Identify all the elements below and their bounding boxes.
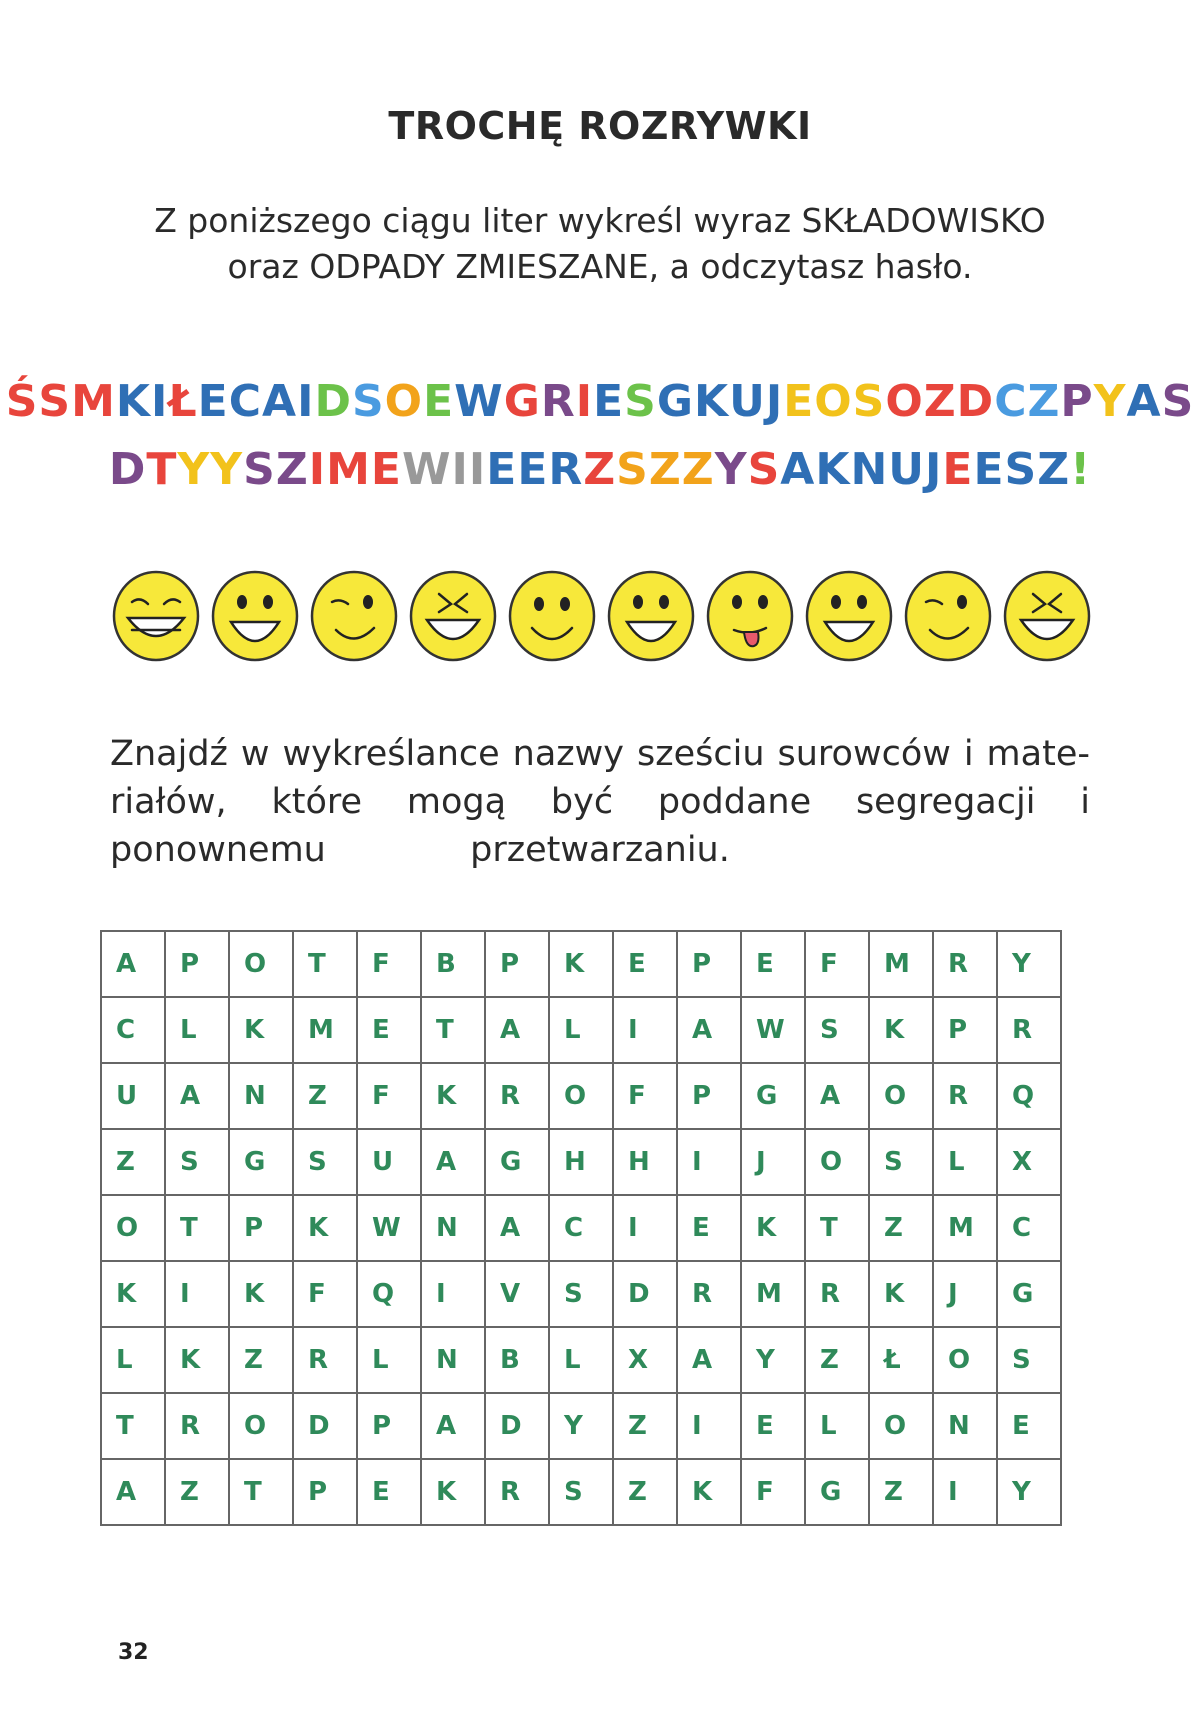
grid-row	[101, 1327, 1061, 1393]
laugh-x-smiley-icon	[407, 568, 499, 664]
grid-cell[interactable]: R	[485, 1063, 549, 1129]
grid-cell[interactable]: T	[421, 997, 485, 1063]
grid-cell[interactable]: I	[165, 1261, 229, 1327]
grid-cell[interactable]: T	[805, 1195, 869, 1261]
sequence-letter: S	[1161, 376, 1195, 427]
sequence-letter: S	[38, 376, 72, 427]
grid-cell[interactable]: M	[293, 997, 357, 1063]
sequence-letter: S	[747, 444, 781, 495]
sequence-letter: Ł	[168, 376, 198, 427]
grid-cell[interactable]: I	[613, 997, 677, 1063]
sequence-letter: Y	[714, 444, 748, 495]
letter-sequence-row-2	[0, 444, 1200, 495]
grid-cell[interactable]: O	[869, 1393, 933, 1459]
sequence-letter: Y	[1093, 376, 1127, 427]
grid-cell[interactable]: Q	[357, 1261, 421, 1327]
grid-cell[interactable]: Y	[549, 1393, 613, 1459]
intro-line-1: Z poniższego ciągu liter wykreśl wyraz SKŁADOWISKO	[154, 201, 1046, 240]
sequence-letter: I	[451, 444, 469, 495]
page-title: TROCHĘ ROZRYWKI	[388, 104, 812, 148]
grid-cell[interactable]: L	[165, 997, 229, 1063]
grid-cell[interactable]: K	[741, 1195, 805, 1261]
grid-cell[interactable]: G	[229, 1129, 293, 1195]
wink-smiley-icon	[308, 568, 400, 664]
grid-cell[interactable]: O	[101, 1195, 165, 1261]
grid-cell[interactable]: T	[165, 1195, 229, 1261]
grid-cell[interactable]: P	[357, 1393, 421, 1459]
sequence-letter: C	[994, 376, 1028, 427]
grid-cell[interactable]: X	[613, 1327, 677, 1393]
grid-cell[interactable]: C	[997, 1195, 1061, 1261]
grid-cell[interactable]: A	[485, 1195, 549, 1261]
grid-cell[interactable]: T	[293, 931, 357, 997]
grid-cell[interactable]: P	[677, 1063, 741, 1129]
grid-cell[interactable]: D	[293, 1393, 357, 1459]
grid-cell[interactable]: R	[293, 1327, 357, 1393]
grid-cell[interactable]: C	[101, 997, 165, 1063]
grid-cell[interactable]: O	[805, 1129, 869, 1195]
grid-cell[interactable]: R	[933, 1063, 997, 1129]
grid-cell[interactable]: V	[485, 1261, 549, 1327]
grid-cell[interactable]: L	[357, 1327, 421, 1393]
grid-cell[interactable]: S	[869, 1129, 933, 1195]
grid-cell[interactable]: N	[421, 1327, 485, 1393]
grid-cell[interactable]: K	[421, 1063, 485, 1129]
sequence-letter: I	[468, 444, 487, 495]
sequence-letter: E	[486, 444, 518, 495]
grid-cell[interactable]: O	[869, 1063, 933, 1129]
grid-cell[interactable]: E	[997, 1393, 1061, 1459]
grid-cell[interactable]: D	[485, 1393, 549, 1459]
smile-smiley-icon	[506, 568, 598, 664]
grid-cell[interactable]: M	[933, 1195, 997, 1261]
grid-cell[interactable]: Z	[165, 1459, 229, 1525]
grid-cell[interactable]: Ł	[869, 1327, 933, 1393]
grid-cell[interactable]: A	[421, 1129, 485, 1195]
grid-cell[interactable]: C	[549, 1195, 613, 1261]
grid-cell[interactable]: M	[741, 1261, 805, 1327]
grid-cell[interactable]: K	[677, 1459, 741, 1525]
sequence-letter: Z	[583, 444, 617, 495]
grid-cell[interactable]: A	[677, 997, 741, 1063]
task-line-1: Znajdź w wykreślance nazwy sześciu surowców i mate-	[110, 734, 1090, 774]
grid-cell[interactable]: A	[165, 1063, 229, 1129]
sequence-letter: P	[1060, 376, 1094, 427]
sequence-letter: S	[616, 444, 649, 495]
grid-cell[interactable]: I	[421, 1261, 485, 1327]
grid-cell[interactable]: Z	[805, 1327, 869, 1393]
grid-cell[interactable]: E	[677, 1195, 741, 1261]
grid-cell[interactable]: S	[549, 1261, 613, 1327]
grid-cell[interactable]: W	[741, 997, 805, 1063]
grid-cell[interactable]: L	[101, 1327, 165, 1393]
grid-cell[interactable]: J	[933, 1261, 997, 1327]
grid-cell[interactable]: A	[485, 997, 549, 1063]
sequence-letter: C	[228, 376, 262, 427]
grid-cell[interactable]: X	[997, 1129, 1061, 1195]
page-number: 32	[118, 1640, 149, 1665]
sequence-letter: E	[593, 376, 625, 427]
sequence-letter: G	[656, 376, 694, 427]
sequence-letter: A	[1126, 376, 1162, 427]
sequence-letter: A	[262, 376, 298, 427]
sequence-letter: Z	[648, 444, 682, 495]
intro-line-2: oraz ODPADY ZMIESZANE, a odczytasz hasło.	[227, 247, 973, 286]
sequence-letter: N	[850, 444, 889, 495]
sequence-letter: A	[780, 444, 816, 495]
grid-cell[interactable]: I	[677, 1129, 741, 1195]
grid-cell[interactable]: P	[677, 931, 741, 997]
grid-cell[interactable]: S	[997, 1327, 1061, 1393]
grid-row	[101, 931, 1061, 997]
grid-cell[interactable]: E	[357, 997, 421, 1063]
grid-cell[interactable]: Y	[997, 1459, 1061, 1525]
sequence-letter: I	[308, 444, 327, 495]
big-smile-smiley-icon	[209, 568, 301, 664]
grid-cell[interactable]: L	[933, 1129, 997, 1195]
sequence-letter: Z	[1037, 444, 1071, 495]
grid-cell[interactable]: U	[357, 1129, 421, 1195]
grid-cell[interactable]: Z	[101, 1129, 165, 1195]
sequence-letter: J	[925, 444, 943, 495]
sequence-letter: R	[540, 376, 576, 427]
sequence-letter: U	[888, 444, 925, 495]
big-smile-smiley-icon	[803, 568, 895, 664]
sequence-letter: S	[624, 376, 657, 427]
sequence-letter: E	[197, 376, 229, 427]
grid-cell[interactable]: T	[101, 1393, 165, 1459]
grid-cell[interactable]: H	[549, 1129, 613, 1195]
sequence-letter: O	[384, 376, 424, 427]
grid-cell[interactable]: A	[101, 1459, 165, 1525]
grid-cell[interactable]: R	[677, 1261, 741, 1327]
grid-cell[interactable]: G	[485, 1129, 549, 1195]
grid-cell[interactable]: Z	[869, 1459, 933, 1525]
grid-cell[interactable]: A	[421, 1393, 485, 1459]
sequence-letter: S	[243, 444, 276, 495]
grid-cell[interactable]: O	[549, 1063, 613, 1129]
grid-cell[interactable]: F	[293, 1261, 357, 1327]
grid-cell[interactable]: Y	[997, 931, 1061, 997]
grid-cell[interactable]: N	[229, 1063, 293, 1129]
grid-cell[interactable]: P	[933, 997, 997, 1063]
sequence-letter: K	[693, 376, 730, 427]
grid-cell[interactable]: R	[805, 1261, 869, 1327]
grid-cell[interactable]: Z	[229, 1327, 293, 1393]
grid-cell[interactable]: Q	[997, 1063, 1061, 1129]
sequence-letter: E	[423, 376, 455, 427]
sequence-letter: Y	[210, 444, 244, 495]
sequence-letter: E	[942, 444, 974, 495]
grid-cell[interactable]: G	[741, 1063, 805, 1129]
task-line-3: przetwarzaniu.	[470, 830, 730, 870]
grid-cell[interactable]: F	[357, 1063, 421, 1129]
sequence-letter: U	[729, 376, 766, 427]
grid-cell[interactable]: O	[229, 931, 293, 997]
sequence-letter: !	[1070, 444, 1092, 495]
grid-cell[interactable]: E	[741, 931, 805, 997]
sequence-letter: E	[973, 444, 1005, 495]
sequence-letter: I	[297, 376, 315, 427]
sequence-letter: E	[370, 444, 402, 495]
tongue-smiley-icon	[704, 568, 796, 664]
grid-cell[interactable]: E	[741, 1393, 805, 1459]
sequence-letter: I	[151, 376, 169, 427]
smiley-row	[110, 568, 1100, 668]
sequence-letter: Y	[177, 444, 211, 495]
grid-cell[interactable]: O	[933, 1327, 997, 1393]
grid-cell[interactable]: K	[229, 1261, 293, 1327]
sequence-letter: I	[575, 376, 594, 427]
grid-cell[interactable]: O	[229, 1393, 293, 1459]
grid-row	[101, 1129, 1061, 1195]
sequence-letter: Ś	[5, 376, 39, 427]
grid-cell[interactable]: F	[741, 1459, 805, 1525]
sequence-letter: W	[401, 444, 452, 495]
grid-cell[interactable]: K	[293, 1195, 357, 1261]
sequence-letter: M	[71, 376, 116, 427]
grid-cell[interactable]: P	[229, 1195, 293, 1261]
sequence-letter: D	[314, 376, 352, 427]
grid-row	[101, 1063, 1061, 1129]
grid-row	[101, 1261, 1061, 1327]
grid-row	[101, 1459, 1061, 1525]
big-smile-smiley-icon	[605, 568, 697, 664]
task-line-2: riałów, które mogą być poddane segregacji i ponownemu	[110, 782, 1090, 870]
sequence-letter: Z	[275, 444, 309, 495]
grid-cell[interactable]: K	[549, 931, 613, 997]
grid-cell[interactable]: H	[613, 1129, 677, 1195]
laugh-x-smiley-icon	[1001, 568, 1093, 664]
grid-cell[interactable]: T	[229, 1459, 293, 1525]
sequence-letter: S	[1004, 444, 1038, 495]
grid-cell[interactable]: D	[613, 1261, 677, 1327]
grid-cell[interactable]: F	[613, 1063, 677, 1129]
grid-row	[101, 1393, 1061, 1459]
grid-cell[interactable]: I	[613, 1195, 677, 1261]
grid-cell[interactable]: R	[997, 997, 1061, 1063]
sequence-letter: R	[548, 444, 584, 495]
sequence-letter: K	[115, 376, 151, 427]
sequence-letter: E	[783, 376, 815, 427]
grid-cell[interactable]: K	[165, 1327, 229, 1393]
grin-squint-smiley-icon	[110, 568, 202, 664]
grid-cell[interactable]: S	[805, 997, 869, 1063]
grid-cell[interactable]: G	[805, 1459, 869, 1525]
sequence-letter: S	[351, 376, 385, 427]
grid-cell[interactable]: I	[677, 1393, 741, 1459]
intro-text	[0, 198, 1200, 290]
grid-cell[interactable]: Z	[869, 1195, 933, 1261]
wink-smiley-icon	[902, 568, 994, 664]
grid-cell[interactable]: K	[421, 1459, 485, 1525]
grid-cell[interactable]: Z	[613, 1459, 677, 1525]
grid-cell[interactable]: R	[165, 1393, 229, 1459]
grid-cell[interactable]: E	[613, 931, 677, 997]
grid-cell[interactable]: B	[485, 1327, 549, 1393]
sequence-letter: E	[517, 444, 549, 495]
sequence-letter: T	[146, 444, 178, 495]
grid-cell[interactable]: A	[805, 1063, 869, 1129]
grid-cell[interactable]: K	[869, 997, 933, 1063]
grid-cell[interactable]: K	[101, 1261, 165, 1327]
grid-cell[interactable]: P	[485, 931, 549, 997]
grid-cell[interactable]: G	[997, 1261, 1061, 1327]
sequence-letter: J	[765, 376, 784, 427]
sequence-letter: K	[815, 444, 851, 495]
grid-cell[interactable]: R	[485, 1459, 549, 1525]
sequence-letter: Z	[681, 444, 715, 495]
grid-cell[interactable]: F	[805, 931, 869, 997]
sequence-letter: W	[454, 376, 504, 427]
grid-cell[interactable]: S	[293, 1129, 357, 1195]
grid-cell[interactable]: S	[549, 1459, 613, 1525]
grid-cell[interactable]: Z	[613, 1393, 677, 1459]
grid-cell[interactable]: K	[229, 997, 293, 1063]
word-search-grid	[100, 930, 1062, 1526]
grid-cell[interactable]: Y	[741, 1327, 805, 1393]
sequence-letter: O	[814, 376, 853, 427]
grid-cell[interactable]: N	[933, 1393, 997, 1459]
grid-row	[101, 997, 1061, 1063]
grid-cell[interactable]: F	[357, 931, 421, 997]
grid-cell[interactable]: U	[101, 1063, 165, 1129]
grid-cell[interactable]: B	[421, 931, 485, 997]
sequence-letter: G	[503, 376, 541, 427]
grid-cell[interactable]: Z	[293, 1063, 357, 1129]
grid-cell[interactable]: R	[933, 931, 997, 997]
sequence-letter: D	[956, 376, 995, 427]
grid-cell[interactable]: S	[165, 1129, 229, 1195]
grid-cell[interactable]: L	[549, 997, 613, 1063]
grid-row	[101, 1195, 1061, 1261]
letter-sequence-row-1	[0, 376, 1200, 427]
grid-cell[interactable]: N	[421, 1195, 485, 1261]
sequence-letter: D	[108, 444, 147, 495]
grid-cell[interactable]: I	[933, 1459, 997, 1525]
grid-cell[interactable]: L	[549, 1327, 613, 1393]
grid-cell[interactable]: J	[741, 1129, 805, 1195]
grid-cell[interactable]: P	[293, 1459, 357, 1525]
grid-cell[interactable]: M	[869, 931, 933, 997]
sequence-letter: O	[885, 376, 924, 427]
grid-cell[interactable]: A	[677, 1327, 741, 1393]
sequence-letter: S	[852, 376, 886, 427]
grid-cell[interactable]: L	[805, 1393, 869, 1459]
sequence-letter: Z	[1027, 376, 1061, 427]
grid-cell[interactable]: K	[869, 1261, 933, 1327]
sequence-letter: M	[326, 444, 371, 495]
grid-cell[interactable]: P	[165, 931, 229, 997]
grid-cell[interactable]: W	[357, 1195, 421, 1261]
grid-cell[interactable]: A	[101, 931, 165, 997]
grid-cell[interactable]: E	[357, 1459, 421, 1525]
sequence-letter: Z	[923, 376, 957, 427]
